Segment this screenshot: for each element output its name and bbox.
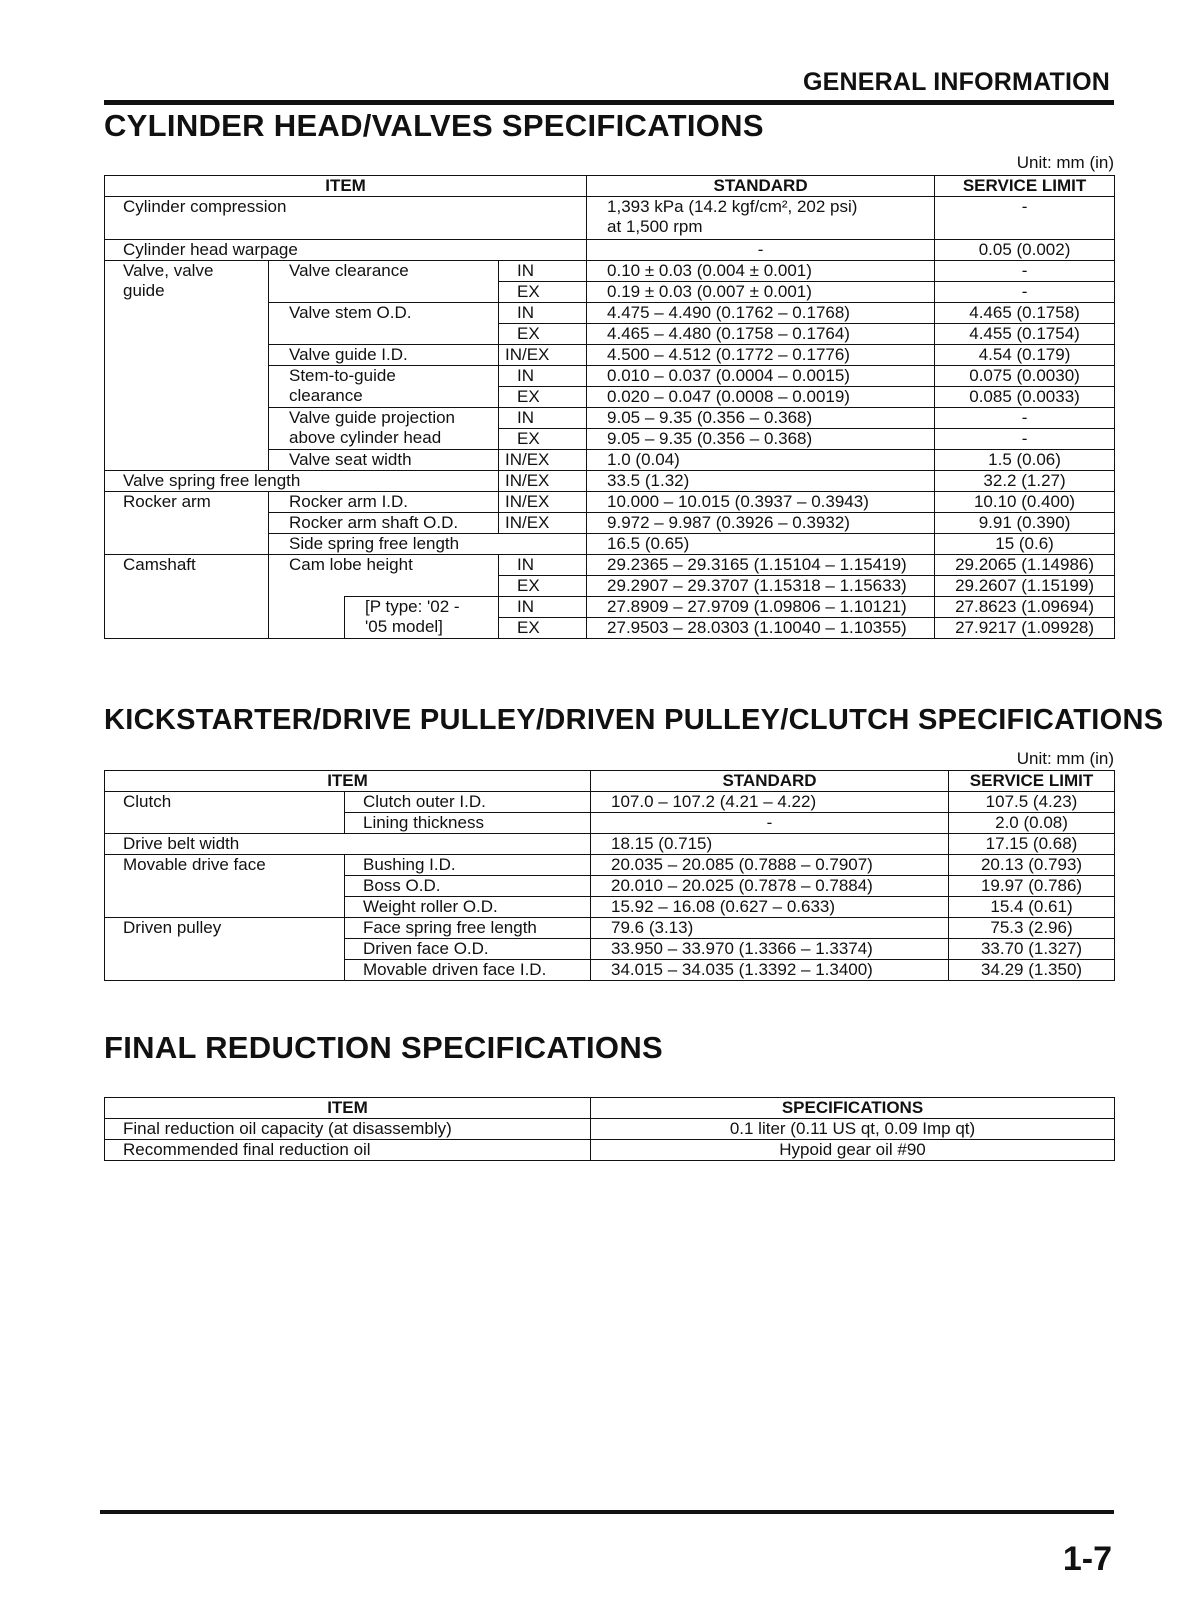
group-cell: Clutch	[105, 792, 345, 834]
sub-item-cell: Cam lobe height	[269, 555, 499, 597]
variant-line-1: [P type: '02 -	[365, 597, 460, 616]
cylinder-spec-table	[104, 175, 1115, 639]
standard-cell: 27.8909 – 27.9709 (1.09806 – 1.10121)	[587, 597, 935, 618]
group-cell	[105, 261, 269, 471]
limit-cell: 4.54 (0.179)	[935, 345, 1115, 366]
standard-line-1: 1,393 kPa (14.2 kgf/cm², 202 psi)	[607, 197, 858, 216]
limit-cell: 27.9217 (1.09928)	[935, 618, 1115, 639]
item-cell: Drive belt width	[105, 834, 591, 855]
standard-cell: 15.92 – 16.08 (0.627 – 0.633)	[591, 897, 949, 918]
type-cell: IN/EX	[499, 345, 587, 366]
sub-item-cell	[269, 408, 499, 450]
sub-item-cell: Driven face O.D.	[345, 939, 591, 960]
standard-cell	[587, 197, 935, 240]
type-cell: EX	[499, 576, 587, 597]
type-cell: IN/EX	[499, 513, 587, 534]
group-cell: Camshaft	[105, 555, 269, 639]
standard-cell: 20.035 – 20.085 (0.7888 – 0.7907)	[591, 855, 949, 876]
type-cell: IN	[499, 303, 587, 324]
limit-cell: 2.0 (0.08)	[949, 813, 1115, 834]
type-cell: EX	[499, 324, 587, 345]
item-cell: Recommended final reduction oil	[105, 1140, 591, 1161]
sub-item-cell: Clutch outer I.D.	[345, 792, 591, 813]
type-cell: IN/EX	[499, 450, 587, 471]
section-header: GENERAL INFORMATION	[802, 68, 1110, 96]
limit-cell: -	[935, 429, 1115, 450]
col-item: ITEM	[105, 176, 587, 197]
kick-section-title: KICKSTARTER/DRIVE PULLEY/DRIVEN PULLEY/CLUTCH SPECIFICATIONS	[104, 704, 1164, 736]
type-cell: IN	[499, 366, 587, 387]
spec-cell: 0.1 liter (0.11 US qt, 0.09 Imp qt)	[591, 1119, 1115, 1140]
col-item: ITEM	[105, 771, 591, 792]
sub-item-cell: Weight roller O.D.	[345, 897, 591, 918]
standard-cell: 20.010 – 20.025 (0.7878 – 0.7884)	[591, 876, 949, 897]
standard-cell: 33.5 (1.32)	[587, 471, 935, 492]
limit-cell: 107.5 (4.23)	[949, 792, 1115, 813]
standard-cell: 0.020 – 0.047 (0.0008 – 0.0019)	[587, 387, 935, 408]
sub-item-cell: Lining thickness	[345, 813, 591, 834]
limit-cell: 1.5 (0.06)	[935, 450, 1115, 471]
blank-cell	[269, 597, 345, 639]
limit-cell: 75.3 (2.96)	[949, 918, 1115, 939]
limit-cell: 10.10 (0.400)	[935, 492, 1115, 513]
sub-item-cell: Rocker arm I.D.	[269, 492, 499, 513]
limit-cell: 15.4 (0.61)	[949, 897, 1115, 918]
limit-cell: 0.085 (0.0033)	[935, 387, 1115, 408]
table-row	[105, 240, 1115, 261]
page-number: 1-7	[1062, 1540, 1112, 1578]
type-cell: IN/EX	[499, 471, 587, 492]
group-cell: Rocker arm	[105, 492, 269, 555]
col-service-limit: SERVICE LIMIT	[949, 771, 1115, 792]
type-cell: EX	[499, 429, 587, 450]
col-specifications: SPECIFICATIONS	[591, 1098, 1115, 1119]
sub-item-cell: Valve stem O.D.	[269, 303, 499, 345]
cylinder-unit: Unit: mm (in)	[1016, 153, 1114, 172]
col-service-limit: SERVICE LIMIT	[935, 176, 1115, 197]
sub-item-cell: Movable driven face I.D.	[345, 960, 591, 981]
item-cell: Valve spring free length	[105, 471, 499, 492]
standard-cell: 9.05 – 9.35 (0.356 – 0.368)	[587, 408, 935, 429]
standard-cell: 4.475 – 4.490 (0.1762 – 0.1768)	[587, 303, 935, 324]
standard-cell: 9.972 – 9.987 (0.3926 – 0.3932)	[587, 513, 935, 534]
table-row	[105, 918, 1115, 939]
type-cell: IN	[499, 408, 587, 429]
standard-cell: 0.10 ± 0.03 (0.004 ± 0.001)	[587, 261, 935, 282]
standard-cell: 4.500 – 4.512 (0.1772 – 0.1776)	[587, 345, 935, 366]
limit-cell: 4.455 (0.1754)	[935, 324, 1115, 345]
table-row	[105, 1119, 1115, 1140]
type-cell: IN	[499, 261, 587, 282]
final-spec-table	[104, 1097, 1115, 1161]
limit-cell: 34.29 (1.350)	[949, 960, 1115, 981]
sub-item-cell: Bushing I.D.	[345, 855, 591, 876]
sub-item-cell: Boss O.D.	[345, 876, 591, 897]
standard-cell: 18.15 (0.715)	[591, 834, 949, 855]
type-cell: IN/EX	[499, 492, 587, 513]
type-cell: EX	[499, 618, 587, 639]
footer-rule	[100, 1510, 1114, 1514]
limit-cell: 4.465 (0.1758)	[935, 303, 1115, 324]
table-row	[105, 197, 1115, 240]
limit-cell: -	[935, 282, 1115, 303]
sub-item-line-1: Valve guide projection	[289, 408, 456, 427]
type-cell: EX	[499, 387, 587, 408]
limit-cell: 33.70 (1.327)	[949, 939, 1115, 960]
sub-item-line-1: Stem-to-guide	[289, 366, 396, 385]
sub-item-cell: Side spring free length	[269, 534, 587, 555]
limit-cell: 27.8623 (1.09694)	[935, 597, 1115, 618]
standard-cell: -	[591, 813, 949, 834]
standard-cell: 27.9503 – 28.0303 (1.10040 – 1.10355)	[587, 618, 935, 639]
limit-cell: -	[935, 261, 1115, 282]
kick-unit: Unit: mm (in)	[1016, 749, 1114, 768]
type-cell: IN	[499, 597, 587, 618]
variant-line-2: '05 model]	[365, 617, 443, 636]
standard-cell: 79.6 (3.13)	[591, 918, 949, 939]
limit-cell: 0.075 (0.0030)	[935, 366, 1115, 387]
sub-item-cell: Face spring free length	[345, 918, 591, 939]
standard-cell: 1.0 (0.04)	[587, 450, 935, 471]
limit-cell: 29.2065 (1.14986)	[935, 555, 1115, 576]
variant-cell	[345, 597, 499, 639]
standard-cell: 10.000 – 10.015 (0.3937 – 0.3943)	[587, 492, 935, 513]
standard-cell: 0.010 – 0.037 (0.0004 – 0.0015)	[587, 366, 935, 387]
col-standard: STANDARD	[587, 176, 935, 197]
table-row	[105, 261, 1115, 282]
sub-item-cell: Rocker arm shaft O.D.	[269, 513, 499, 534]
type-cell: EX	[499, 282, 587, 303]
group-cell: Movable drive face	[105, 855, 345, 918]
item-cell: Final reduction oil capacity (at disassembly)	[105, 1119, 591, 1140]
standard-cell: 29.2907 – 29.3707 (1.15318 – 1.15633)	[587, 576, 935, 597]
group-label-line-1: Valve, valve	[123, 261, 214, 280]
standard-cell: 34.015 – 34.035 (1.3392 – 1.3400)	[591, 960, 949, 981]
kick-spec-table	[104, 770, 1115, 981]
standard-cell: 4.465 – 4.480 (0.1758 – 0.1764)	[587, 324, 935, 345]
standard-cell: 29.2365 – 29.3165 (1.15104 – 1.15419)	[587, 555, 935, 576]
type-cell: IN	[499, 555, 587, 576]
standard-line-2: at 1,500 rpm	[607, 217, 703, 236]
item-cell: Cylinder compression	[105, 197, 587, 240]
sub-item-cell: Valve guide I.D.	[269, 345, 499, 366]
limit-cell: 29.2607 (1.15199)	[935, 576, 1115, 597]
sub-item-cell: Valve clearance	[269, 261, 499, 303]
standard-cell: -	[587, 240, 935, 261]
limit-cell: 15 (0.6)	[935, 534, 1115, 555]
cylinder-section-title: CYLINDER HEAD/VALVES SPECIFICATIONS	[104, 108, 764, 143]
limit-cell: 20.13 (0.793)	[949, 855, 1115, 876]
standard-cell: 107.0 – 107.2 (4.21 – 4.22)	[591, 792, 949, 813]
table-header-row	[105, 1098, 1115, 1119]
spec-cell: Hypoid gear oil #90	[591, 1140, 1115, 1161]
sub-item-line-2: above cylinder head	[289, 428, 442, 447]
sub-item-cell: Valve seat width	[269, 450, 499, 471]
header-rule	[104, 100, 1114, 105]
col-item: ITEM	[105, 1098, 591, 1119]
table-row	[105, 792, 1115, 813]
table-row	[105, 1140, 1115, 1161]
group-label-line-2: guide	[123, 281, 165, 300]
limit-cell: -	[935, 408, 1115, 429]
item-cell: Cylinder head warpage	[105, 240, 587, 261]
standard-cell: 0.19 ± 0.03 (0.007 ± 0.001)	[587, 282, 935, 303]
sub-item-cell	[269, 366, 499, 408]
table-row	[105, 834, 1115, 855]
col-standard: STANDARD	[591, 771, 949, 792]
final-section-title: FINAL REDUCTION SPECIFICATIONS	[104, 1030, 663, 1065]
table-row	[105, 555, 1115, 576]
limit-cell: 32.2 (1.27)	[935, 471, 1115, 492]
group-cell: Driven pulley	[105, 918, 345, 981]
standard-cell: 16.5 (0.65)	[587, 534, 935, 555]
limit-cell: 19.97 (0.786)	[949, 876, 1115, 897]
table-header-row	[105, 176, 1115, 197]
limit-cell: 0.05 (0.002)	[935, 240, 1115, 261]
table-row	[105, 471, 1115, 492]
table-row	[105, 855, 1115, 876]
limit-cell: 17.15 (0.68)	[949, 834, 1115, 855]
standard-cell: 9.05 – 9.35 (0.356 – 0.368)	[587, 429, 935, 450]
standard-cell: 33.950 – 33.970 (1.3366 – 1.3374)	[591, 939, 949, 960]
limit-cell: 9.91 (0.390)	[935, 513, 1115, 534]
limit-cell: -	[935, 197, 1115, 240]
table-header-row	[105, 771, 1115, 792]
sub-item-line-2: clearance	[289, 386, 363, 405]
table-row	[105, 492, 1115, 513]
